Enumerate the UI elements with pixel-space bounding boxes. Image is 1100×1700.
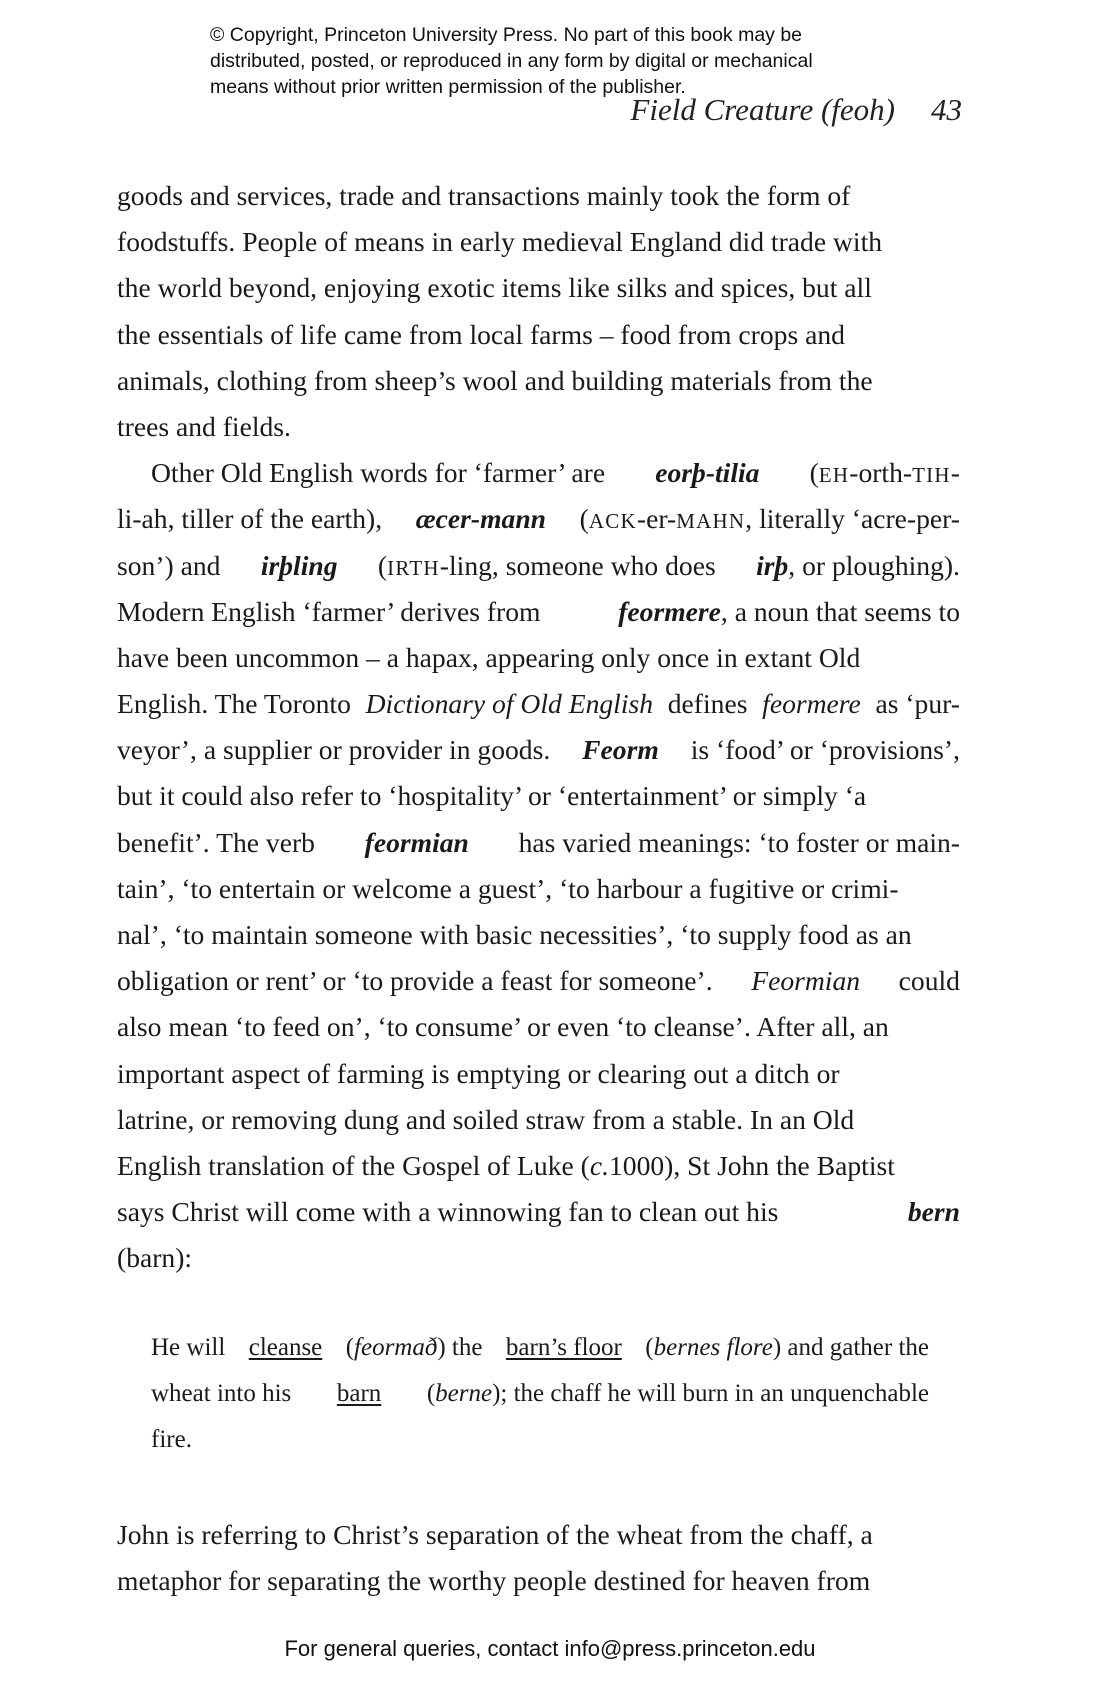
old-english-term: eorþ-tilia bbox=[655, 457, 760, 489]
text-line bbox=[117, 820, 960, 866]
text-line bbox=[117, 543, 960, 589]
text-line: goods and services, trade and transactions mainly took the form of bbox=[117, 180, 851, 211]
text-run: benefit’. The verb bbox=[117, 826, 315, 858]
old-english-term: feormian bbox=[364, 826, 469, 858]
text-line: nal’, ‘to maintain someone with basic necessities’, ‘to supply food as an bbox=[117, 919, 912, 950]
underlined-word: cleanse bbox=[248, 1334, 323, 1361]
text-run: veyor’, a supplier or provider in goods. bbox=[117, 734, 551, 766]
text-run: defines bbox=[667, 688, 748, 720]
underlined-word: barn’s floor bbox=[505, 1334, 622, 1361]
text-line: animals, clothing from sheep’s wool and building materials from the bbox=[117, 364, 873, 396]
running-head bbox=[630, 92, 962, 128]
italic-term: feormere bbox=[762, 688, 861, 720]
old-english-term: feormere bbox=[618, 595, 721, 627]
text-line bbox=[117, 1143, 960, 1189]
text-run: son’) and bbox=[117, 549, 221, 581]
pronunciation: (IRTH-ling, someone who does bbox=[377, 549, 716, 581]
text-line bbox=[117, 681, 960, 727]
text-line: latrine, or removing dung and soiled straw from a stable. In an Old bbox=[117, 1103, 855, 1135]
body-text-continued bbox=[117, 1512, 960, 1604]
text-run: is ‘food’ or ‘provisions’, bbox=[690, 734, 960, 766]
text-line bbox=[117, 1189, 960, 1235]
text-line: trees and fields. bbox=[117, 410, 291, 442]
page-number: 43 bbox=[931, 92, 962, 127]
underlined-word: barn bbox=[336, 1380, 382, 1407]
text-run: says Christ will come with a winnowing fan to clean out his bbox=[117, 1196, 779, 1228]
text-line: (barn): bbox=[117, 1242, 193, 1274]
text-line: but it could also refer to ‘hospitality’ or ‘entertainment’ or simply ‘a bbox=[117, 780, 867, 812]
text-run: li-ah, tiller of the earth), bbox=[117, 503, 383, 535]
block-quote bbox=[151, 1325, 929, 1463]
text-line bbox=[117, 450, 960, 496]
quote-line bbox=[151, 1371, 929, 1417]
old-english-term: irþ bbox=[756, 549, 789, 581]
text-line: also mean ‘to feed on’, ‘to consume’ or even ‘to cleanse’. After all, an bbox=[117, 1011, 889, 1043]
copyright-line: distributed, posted, or reproduced in any form by digital or mechanical bbox=[210, 50, 813, 72]
text-line bbox=[117, 589, 960, 635]
pronunciation: (EH-orth-TIH- bbox=[809, 457, 960, 489]
text-line bbox=[117, 727, 960, 773]
text-line: the essentials of life came from local farms – food from crops and bbox=[117, 318, 845, 350]
text-run: could bbox=[898, 965, 960, 997]
copyright-line: means without prior written permission of the publisher. bbox=[210, 76, 686, 98]
old-english-term: Feorm bbox=[582, 734, 659, 766]
text-run: Modern English ‘farmer’ derives from bbox=[117, 595, 541, 627]
quote-line bbox=[151, 1325, 929, 1371]
text-run: as ‘pur- bbox=[875, 688, 960, 720]
text-run: irþ, or ploughing). bbox=[756, 549, 960, 581]
text-run: English. The Toronto bbox=[117, 688, 351, 720]
old-english-term: irþling bbox=[260, 549, 338, 581]
text-line: important aspect of farming is emptying or clearing out a ditch or bbox=[117, 1057, 840, 1089]
text-run: He will bbox=[151, 1334, 226, 1361]
text-run: English translation of the Gospel of Luke (c.1000), St John the Baptist bbox=[117, 1149, 895, 1181]
text-run: (bernes flore) and gather the bbox=[645, 1334, 929, 1361]
old-english-term: bern bbox=[907, 1196, 960, 1228]
copyright-notice bbox=[210, 22, 910, 100]
text-line: John is referring to Christ’s separation of the wheat from the chaff, a bbox=[117, 1519, 873, 1550]
copyright-line: © Copyright, Princeton University Press. No part of this book may be bbox=[210, 24, 803, 46]
text-run: wheat into his bbox=[151, 1380, 292, 1407]
text-line: the world beyond, enjoying exotic items like silks and spices, but all bbox=[117, 272, 872, 304]
italic-term: Feormian bbox=[751, 965, 861, 997]
text-line: have been uncommon – a hapax, appearing only once in extant Old bbox=[117, 641, 861, 673]
text-line bbox=[117, 496, 960, 542]
text-run: (feormað) the bbox=[345, 1334, 483, 1361]
body-text bbox=[117, 173, 960, 1282]
pronunciation: (ACK-er-MAHN, literally ‘acre-per- bbox=[579, 503, 960, 535]
running-title: Field Creature (feoh) bbox=[630, 92, 895, 127]
text-run: (berne); the chaff he will burn in an unquenchable bbox=[426, 1380, 929, 1407]
text-line bbox=[117, 958, 960, 1004]
text-line: foodstuffs. People of means in early medieval England did trade with bbox=[117, 226, 883, 258]
text-run: obligation or rent’ or ‘to provide a feast for someone’. bbox=[117, 965, 713, 997]
text-line: metaphor for separating the worthy people destined for heaven from bbox=[117, 1565, 871, 1597]
book-title: Dictionary of Old English bbox=[365, 688, 654, 720]
text-line: tain’, ‘to entertain or welcome a guest’, ‘to harbour a fugitive or crimi- bbox=[117, 872, 899, 904]
quote-line: fire. bbox=[151, 1426, 192, 1453]
text-run: feormere, a noun that seems to bbox=[618, 595, 960, 627]
text-run: has varied meanings: ‘to foster or main- bbox=[518, 826, 960, 858]
text-run: Other Old English words for ‘farmer’ are bbox=[151, 457, 606, 489]
old-english-term: æcer-mann bbox=[415, 503, 547, 535]
footer-contact: For general queries, contact info@press.princeton.edu bbox=[284, 1636, 816, 1661]
